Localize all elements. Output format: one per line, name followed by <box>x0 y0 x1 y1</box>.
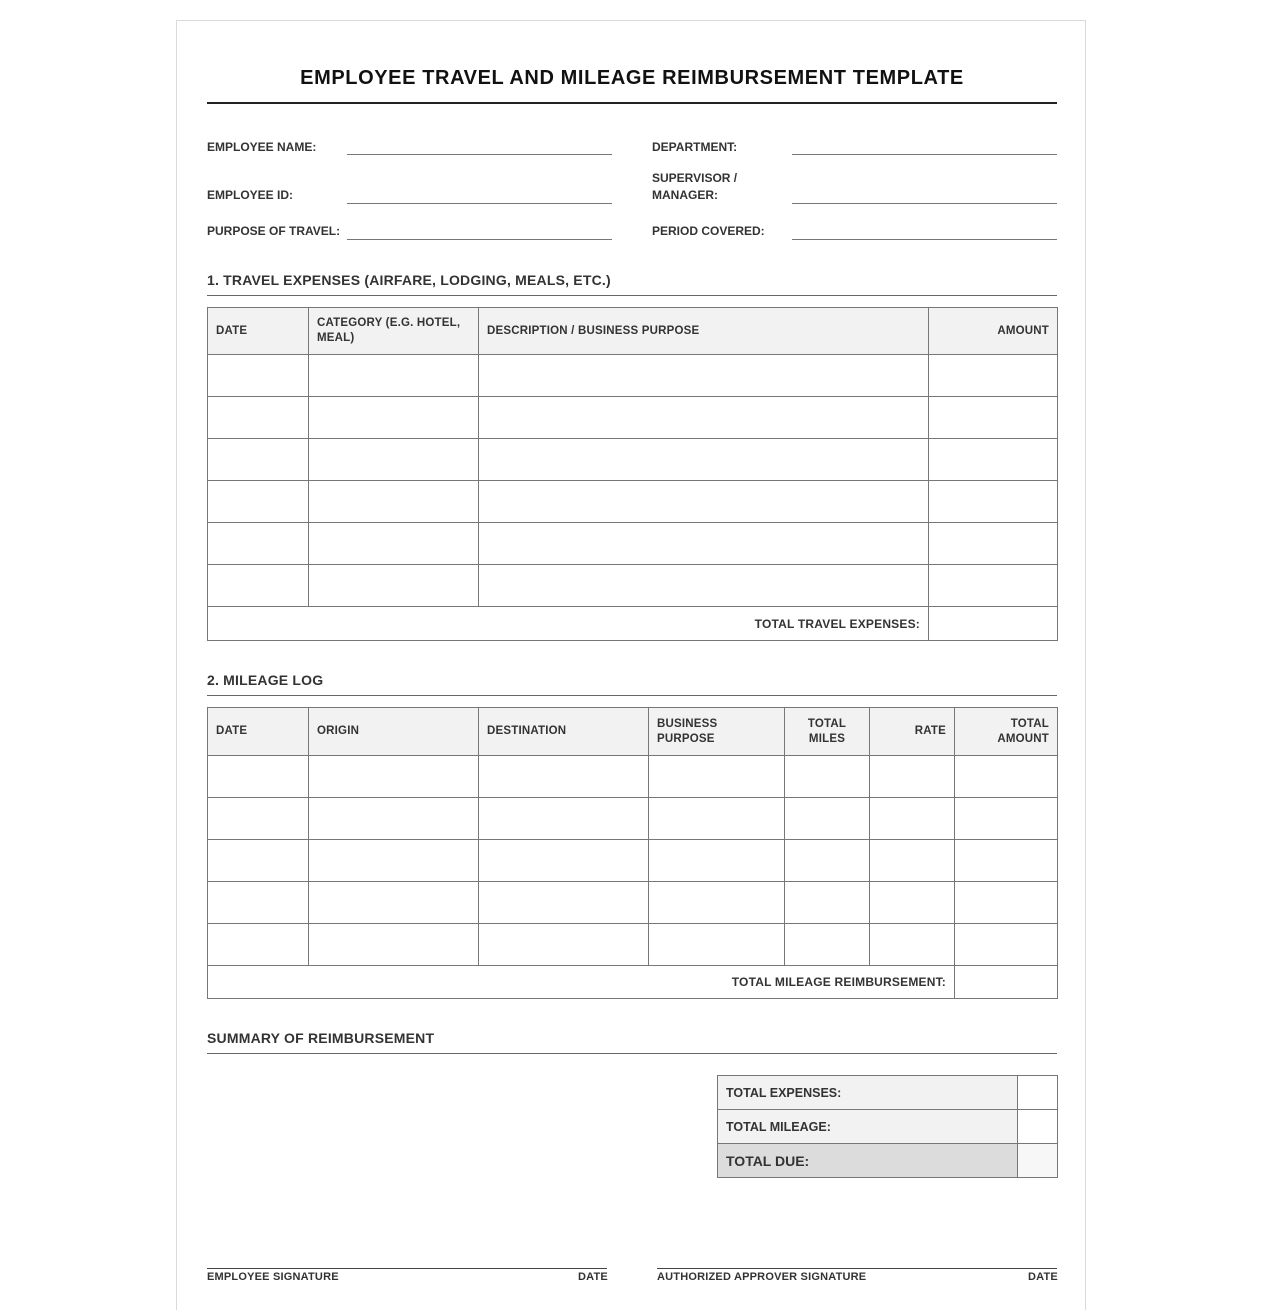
mileage-col-total-amount-line1: TOTAL <box>1010 717 1049 730</box>
employee-signature-label: EMPLOYEE SIGNATURE <box>207 1271 339 1283</box>
mileage-origin-cell[interactable] <box>309 882 479 924</box>
travel-description-cell[interactable] <box>479 397 929 439</box>
mileage-date-cell[interactable] <box>208 756 309 798</box>
mileage-origin-cell[interactable] <box>309 798 479 840</box>
travel-category-cell[interactable] <box>309 565 479 607</box>
period-covered-field[interactable] <box>792 239 1057 240</box>
travel-date-cell[interactable] <box>208 481 309 523</box>
mileage-amount-cell[interactable] <box>955 840 1058 882</box>
travel-date-cell[interactable] <box>208 439 309 481</box>
travel-col-category <box>309 308 479 355</box>
summary-row-expenses <box>718 1076 1058 1110</box>
travel-description-cell[interactable] <box>479 523 929 565</box>
mileage-amount-cell[interactable] <box>955 756 1058 798</box>
mileage-amount-cell[interactable] <box>955 798 1058 840</box>
table-row <box>208 523 1058 565</box>
travel-category-cell[interactable] <box>309 355 479 397</box>
travel-total-row <box>208 607 1058 641</box>
mileage-col-origin: ORIGIN <box>309 708 479 756</box>
travel-total-label: TOTAL TRAVEL EXPENSES: <box>208 607 929 641</box>
mileage-section-divider <box>207 695 1057 696</box>
travel-section-divider <box>207 295 1057 296</box>
mileage-destination-cell[interactable] <box>479 882 649 924</box>
mileage-destination-cell[interactable] <box>479 756 649 798</box>
mileage-rate-cell[interactable] <box>870 924 955 966</box>
period-covered-label: PERIOD COVERED: <box>652 224 765 238</box>
mileage-col-business-purpose: BUSINESS PURPOSE <box>649 708 785 756</box>
mileage-origin-cell[interactable] <box>309 924 479 966</box>
summary-row-mileage <box>718 1110 1058 1144</box>
total-mileage-value[interactable] <box>1018 1110 1058 1144</box>
employee-date-label: DATE <box>578 1271 608 1283</box>
mileage-miles-cell[interactable] <box>785 798 870 840</box>
mileage-purpose-cell[interactable] <box>649 756 785 798</box>
purpose-of-travel-field[interactable] <box>347 239 612 240</box>
travel-description-cell[interactable] <box>479 355 929 397</box>
mileage-rate-cell[interactable] <box>870 756 955 798</box>
travel-category-cell[interactable] <box>309 439 479 481</box>
table-row <box>208 840 1058 882</box>
supervisor-field[interactable] <box>792 203 1057 204</box>
mileage-destination-cell[interactable] <box>479 924 649 966</box>
total-expenses-value[interactable] <box>1018 1076 1058 1110</box>
summary-table <box>717 1075 1058 1178</box>
table-row <box>208 882 1058 924</box>
travel-amount-cell[interactable] <box>929 565 1058 607</box>
mileage-col-total-amount-line2: AMOUNT <box>997 732 1049 745</box>
table-row <box>208 481 1058 523</box>
mileage-col-date: DATE <box>208 708 309 756</box>
mileage-date-cell[interactable] <box>208 840 309 882</box>
mileage-amount-cell[interactable] <box>955 924 1058 966</box>
document-page <box>176 20 1086 1310</box>
total-expenses-label: TOTAL EXPENSES: <box>718 1076 1018 1110</box>
travel-amount-cell[interactable] <box>929 523 1058 565</box>
mileage-header-row <box>208 708 1058 756</box>
table-row <box>208 756 1058 798</box>
approver-signature-label: AUTHORIZED APPROVER SIGNATURE <box>657 1271 867 1283</box>
travel-amount-cell[interactable] <box>929 481 1058 523</box>
mileage-date-cell[interactable] <box>208 882 309 924</box>
employee-name-label: EMPLOYEE NAME: <box>207 140 317 154</box>
title-divider <box>207 102 1057 104</box>
mileage-miles-cell[interactable] <box>785 840 870 882</box>
travel-description-cell[interactable] <box>479 565 929 607</box>
travel-category-cell[interactable] <box>309 481 479 523</box>
mileage-purpose-cell[interactable] <box>649 882 785 924</box>
mileage-origin-cell[interactable] <box>309 840 479 882</box>
travel-col-amount: AMOUNT <box>929 308 1058 355</box>
mileage-log-section-title: 2. MILEAGE LOG <box>207 672 324 688</box>
mileage-origin-cell[interactable] <box>309 756 479 798</box>
employee-name-field[interactable] <box>347 154 612 155</box>
travel-description-cell[interactable] <box>479 481 929 523</box>
approver-signature-line[interactable] <box>657 1268 1057 1269</box>
mileage-rate-cell[interactable] <box>870 840 955 882</box>
travel-category-cell[interactable] <box>309 523 479 565</box>
mileage-amount-cell[interactable] <box>955 882 1058 924</box>
supervisor-label <box>652 170 737 204</box>
mileage-col-total-miles-line1: TOTAL <box>807 717 847 730</box>
travel-header-row <box>208 308 1058 355</box>
mileage-total-value[interactable] <box>955 966 1058 999</box>
employee-signature-line[interactable] <box>207 1268 607 1269</box>
table-row <box>208 565 1058 607</box>
mileage-purpose-cell[interactable] <box>649 798 785 840</box>
travel-amount-cell[interactable] <box>929 397 1058 439</box>
mileage-miles-cell[interactable] <box>785 924 870 966</box>
employee-id-field[interactable] <box>347 203 612 204</box>
summary-section-divider <box>207 1053 1057 1054</box>
travel-description-cell[interactable] <box>479 439 929 481</box>
employee-id-label: EMPLOYEE ID: <box>207 188 294 202</box>
document-title: EMPLOYEE TRAVEL AND MILEAGE REIMBURSEMENT TEMPLATE <box>300 67 964 89</box>
mileage-col-total-amount <box>955 708 1058 756</box>
travel-amount-cell[interactable] <box>929 355 1058 397</box>
department-label: DEPARTMENT: <box>652 140 738 154</box>
mileage-date-cell[interactable] <box>208 924 309 966</box>
mileage-rate-cell[interactable] <box>870 798 955 840</box>
table-row <box>208 798 1058 840</box>
travel-date-cell[interactable] <box>208 397 309 439</box>
table-row <box>208 439 1058 481</box>
travel-col-category-line2: MEAL) <box>317 332 355 344</box>
travel-expenses-section-title: 1. TRAVEL EXPENSES (AIRFARE, LODGING, MEALS, ETC.) <box>207 272 611 288</box>
travel-date-cell[interactable] <box>208 565 309 607</box>
mileage-total-row <box>208 966 1058 999</box>
mileage-miles-cell[interactable] <box>785 882 870 924</box>
mileage-col-destination: DESTINATION <box>479 708 649 756</box>
approver-date-label: DATE <box>1028 1271 1058 1283</box>
mileage-purpose-cell[interactable] <box>649 840 785 882</box>
travel-category-cell[interactable] <box>309 397 479 439</box>
table-row <box>208 397 1058 439</box>
department-field[interactable] <box>792 154 1057 155</box>
travel-amount-cell[interactable] <box>929 439 1058 481</box>
travel-total-value[interactable] <box>929 607 1058 641</box>
travel-col-category-line1: CATEGORY (E.G. HOTEL, <box>317 317 461 329</box>
mileage-col-total-miles <box>785 708 870 756</box>
mileage-total-label: TOTAL MILEAGE REIMBURSEMENT: <box>208 966 955 999</box>
summary-row-due <box>718 1144 1058 1178</box>
travel-col-description: DESCRIPTION / BUSINESS PURPOSE <box>479 308 929 355</box>
travel-expenses-table <box>207 307 1058 641</box>
summary-section-title: SUMMARY OF REIMBURSEMENT <box>207 1030 435 1046</box>
table-row <box>208 924 1058 966</box>
travel-date-cell[interactable] <box>208 355 309 397</box>
total-due-value[interactable] <box>1018 1144 1058 1178</box>
total-due-label: TOTAL DUE: <box>718 1144 1018 1178</box>
supervisor-label-line1: SUPERVISOR / <box>652 171 738 185</box>
mileage-date-cell[interactable] <box>208 798 309 840</box>
mileage-rate-cell[interactable] <box>870 882 955 924</box>
mileage-purpose-cell[interactable] <box>649 924 785 966</box>
purpose-of-travel-label: PURPOSE OF TRAVEL: <box>207 224 341 238</box>
mileage-destination-cell[interactable] <box>479 840 649 882</box>
mileage-destination-cell[interactable] <box>479 798 649 840</box>
mileage-log-table <box>207 707 1058 999</box>
supervisor-label-line2: MANAGER: <box>652 188 718 202</box>
mileage-miles-cell[interactable] <box>785 756 870 798</box>
travel-date-cell[interactable] <box>208 523 309 565</box>
mileage-col-rate: RATE <box>870 708 955 756</box>
table-row <box>208 355 1058 397</box>
travel-col-date: DATE <box>208 308 309 355</box>
total-mileage-label: TOTAL MILEAGE: <box>718 1110 1018 1144</box>
mileage-col-total-miles-line2: MILES <box>808 732 846 745</box>
